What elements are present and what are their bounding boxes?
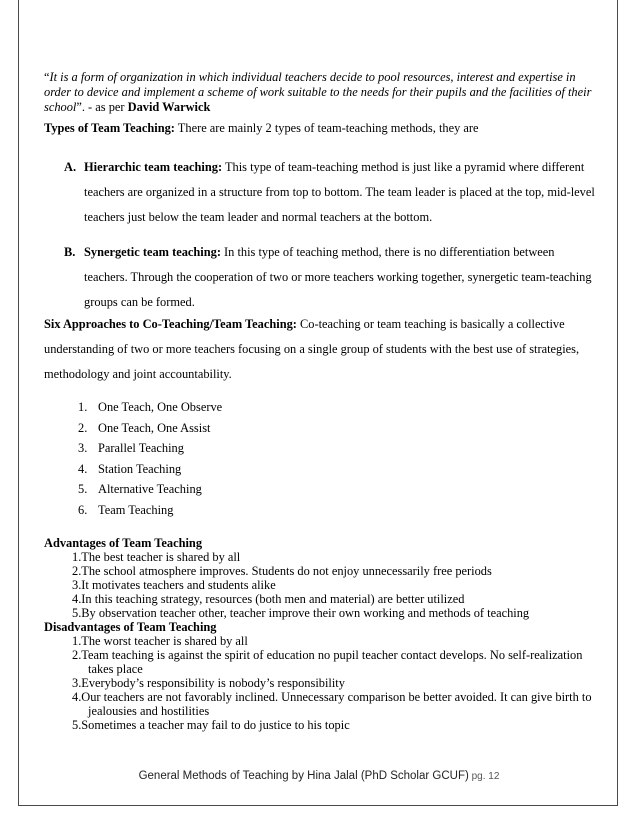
approach-label: One Teach, One Observe: [98, 400, 223, 414]
approaches-list: [44, 397, 600, 520]
list-item-continuation: takes place: [88, 662, 143, 676]
approach-label: One Teach, One Assist: [98, 420, 211, 435]
list-marker: 3.: [78, 441, 88, 455]
list-item: 3.It motivates teachers and students alike: [72, 578, 276, 592]
list-marker: 4.: [78, 461, 88, 476]
list-item: [44, 648, 600, 676]
list-marker: A.: [64, 160, 77, 174]
list-item: [44, 500, 600, 521]
disadvantages-list: [44, 634, 600, 732]
type-term: Synergetic team teaching:: [84, 245, 221, 259]
list-item: 2.The school atmosphere improves. Students do not enjoy unnecessarily free periods: [72, 564, 492, 578]
list-item: [44, 397, 600, 418]
quote-attribution: ”. - as per: [76, 100, 128, 114]
list-marker: B.: [64, 245, 76, 259]
page-number: pg. 12: [468, 771, 500, 782]
list-item: 1.The best teacher is shared by all: [72, 550, 241, 564]
list-item: [44, 155, 600, 230]
list-item-text: 3.Everybody’s responsibility is nobody’s responsibility: [72, 676, 345, 690]
disadvantages-heading: Disadvantages of Team Teaching: [44, 620, 217, 634]
advantages-list: [44, 550, 600, 620]
list-marker: 2.: [78, 420, 88, 435]
list-marker: 5.: [78, 482, 88, 496]
types-intro: [44, 120, 600, 136]
type-description: This type of team-teaching method is just like a pyramid where different teachers are organized in a structure from top to bottom. The team leader is placed at the top, mid-level teachers just below the team leader and normal teachers at the bottom.: [84, 160, 595, 224]
list-marker: 6.: [78, 502, 88, 517]
approach-label: Team Teaching: [98, 502, 174, 517]
page-content: [44, 70, 600, 732]
list-item: [44, 676, 600, 690]
six-approaches-text: Co-teaching or team teaching is basically a collective understanding of two or more teachers focusing on a single group of students with the best use of strategies, methodology and joint accountability.: [44, 317, 580, 381]
type-term: Hierarchic team teaching:: [84, 160, 223, 174]
quote-author: David Warwick: [127, 100, 211, 114]
type-description: In this type of teaching method, there is no differentiation between teachers. Through the cooperation of two or more teachers working together, synergetic team-teaching groups can be formed.: [84, 245, 592, 309]
list-item: [44, 459, 600, 480]
footer-text: General Methods of Teaching by Hina Jalal (PhD Scholar GCUF): [138, 770, 469, 782]
approach-label: Station Teaching: [98, 461, 182, 476]
quote-open-mark: “: [44, 70, 50, 84]
advantages-heading: Advantages of Team Teaching: [44, 536, 203, 550]
list-item-continuation: jealousies and hostilities: [88, 704, 210, 718]
list-item: [44, 240, 600, 315]
list-item: [44, 718, 600, 732]
quote-text: It is a form of organization in which individual teachers decide to pool resources, interest and expertise in order to device and implement a scheme of work suitable to the needs for their pupils and the facilities of their school: [44, 70, 592, 114]
list-item: 4.In this teaching strategy, resources (both men and material) are better utilized: [72, 592, 465, 606]
six-approaches-paragraph: [44, 312, 600, 387]
types-text: There are mainly 2 types of team-teaching methods, they are: [174, 121, 479, 135]
approach-label: Alternative Teaching: [98, 482, 202, 496]
six-approaches-heading: Six Approaches to Co-Teaching/Team Teaching:: [44, 317, 297, 331]
list-marker: 1.: [78, 400, 88, 414]
list-item-text: 1.The worst teacher is shared by all: [72, 634, 248, 648]
team-teaching-types-list: [44, 155, 600, 315]
list-item: 5.By observation teacher other, teacher improve their own working and methods of teaching: [72, 606, 530, 620]
list-item-text: 2.Team teaching is against the spirit of education no pupil teacher contact develops. No self-realization: [72, 648, 583, 662]
list-item: [44, 438, 600, 459]
list-item: [44, 634, 600, 648]
list-item: [44, 690, 600, 718]
list-item-text: 5.Sometimes a teacher may fail to do justice to his topic: [72, 718, 350, 732]
approach-label: Parallel Teaching: [98, 441, 184, 455]
list-item-text: 4.Our teachers are not favorably inclined. Unnecessary comparison be better avoided. It can give birth to: [72, 690, 592, 704]
types-heading: Types of Team Teaching:: [44, 121, 175, 135]
list-item: [44, 418, 600, 439]
definition-quote: [44, 70, 600, 115]
page-footer: [0, 770, 638, 782]
list-item: [44, 479, 600, 500]
